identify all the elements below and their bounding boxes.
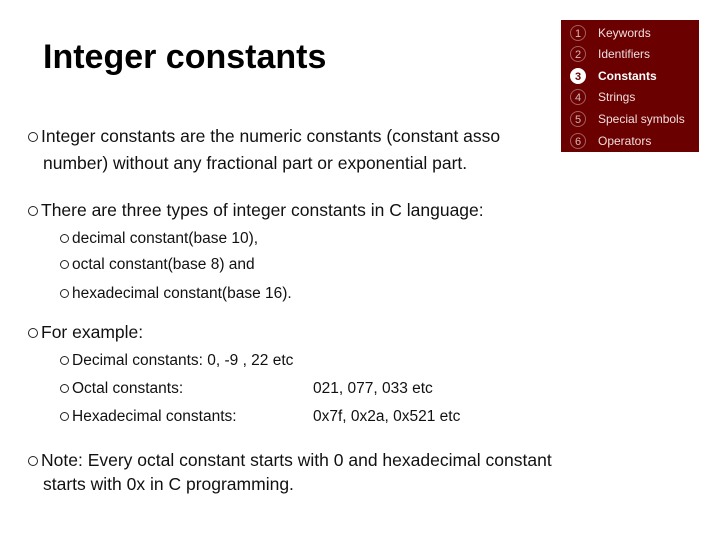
menu-number: 3 (570, 68, 586, 84)
point-2 (28, 200, 484, 221)
menu-number: 1 (570, 25, 586, 41)
bullet-icon (60, 356, 69, 365)
type-item (60, 256, 255, 274)
example-item (60, 352, 293, 370)
bullet-icon (28, 328, 38, 338)
type-item-text: hexadecimal constant(base 16). (72, 285, 292, 302)
point-1 (28, 126, 500, 147)
example-label: Decimal constants: 0, -9 , 22 etc (72, 352, 294, 369)
example-label: Octal constants: (72, 380, 184, 397)
menu-label: Constants (598, 68, 657, 83)
example-label: Hexadecimal constants: (72, 408, 237, 425)
note-text-a: Note: Every octal constant starts with 0 and hexadecimal constant (41, 450, 552, 470)
bullet-icon (28, 206, 38, 216)
menu-number: 6 (570, 133, 586, 149)
menu-label: Identifiers (598, 46, 651, 61)
note-continuation: starts with 0x in C programming. (43, 474, 294, 494)
menu-item-operators[interactable] (561, 130, 699, 151)
menu-label: Keywords (598, 25, 651, 40)
type-item-text: decimal constant(base 10), (72, 230, 259, 247)
menu-label: Operators (598, 133, 652, 148)
example-item (60, 380, 183, 398)
example-item (60, 408, 237, 426)
menu-item-identifiers[interactable] (561, 43, 699, 64)
topic-menu (561, 20, 699, 152)
slide-title: Integer constants (43, 38, 327, 76)
menu-item-keywords[interactable] (561, 22, 699, 43)
menu-label: Special symbols (598, 111, 685, 126)
menu-label: Strings (598, 89, 636, 104)
bullet-icon (60, 260, 69, 269)
menu-number: 2 (570, 46, 586, 62)
point-1-text-a: Integer constants are the numeric constants (constant asso (41, 126, 501, 146)
menu-item-constants[interactable] (561, 65, 699, 86)
type-item-text: octal constant(base 8) and (72, 256, 255, 273)
menu-number: 4 (570, 89, 586, 105)
bullet-icon (28, 456, 38, 466)
example-value: 0x7f, 0x2a, 0x521 etc (313, 408, 461, 425)
type-item (60, 285, 292, 303)
menu-item-strings[interactable] (561, 86, 699, 107)
point-3-text: For example: (41, 322, 144, 342)
menu-item-special-symbols[interactable] (561, 108, 699, 129)
menu-number: 5 (570, 111, 586, 127)
note (28, 450, 552, 471)
bullet-icon (28, 132, 38, 142)
point-2-text: There are three types of integer constants in C language: (41, 200, 484, 220)
example-value: 021, 077, 033 etc (313, 380, 433, 397)
point-3 (28, 322, 143, 343)
bullet-icon (60, 234, 69, 243)
bullet-icon (60, 289, 69, 298)
type-item (60, 230, 258, 248)
bullet-icon (60, 384, 69, 393)
bullet-icon (60, 412, 69, 421)
point-1-continuation: number) without any fractional part or exponential part. (43, 153, 468, 173)
